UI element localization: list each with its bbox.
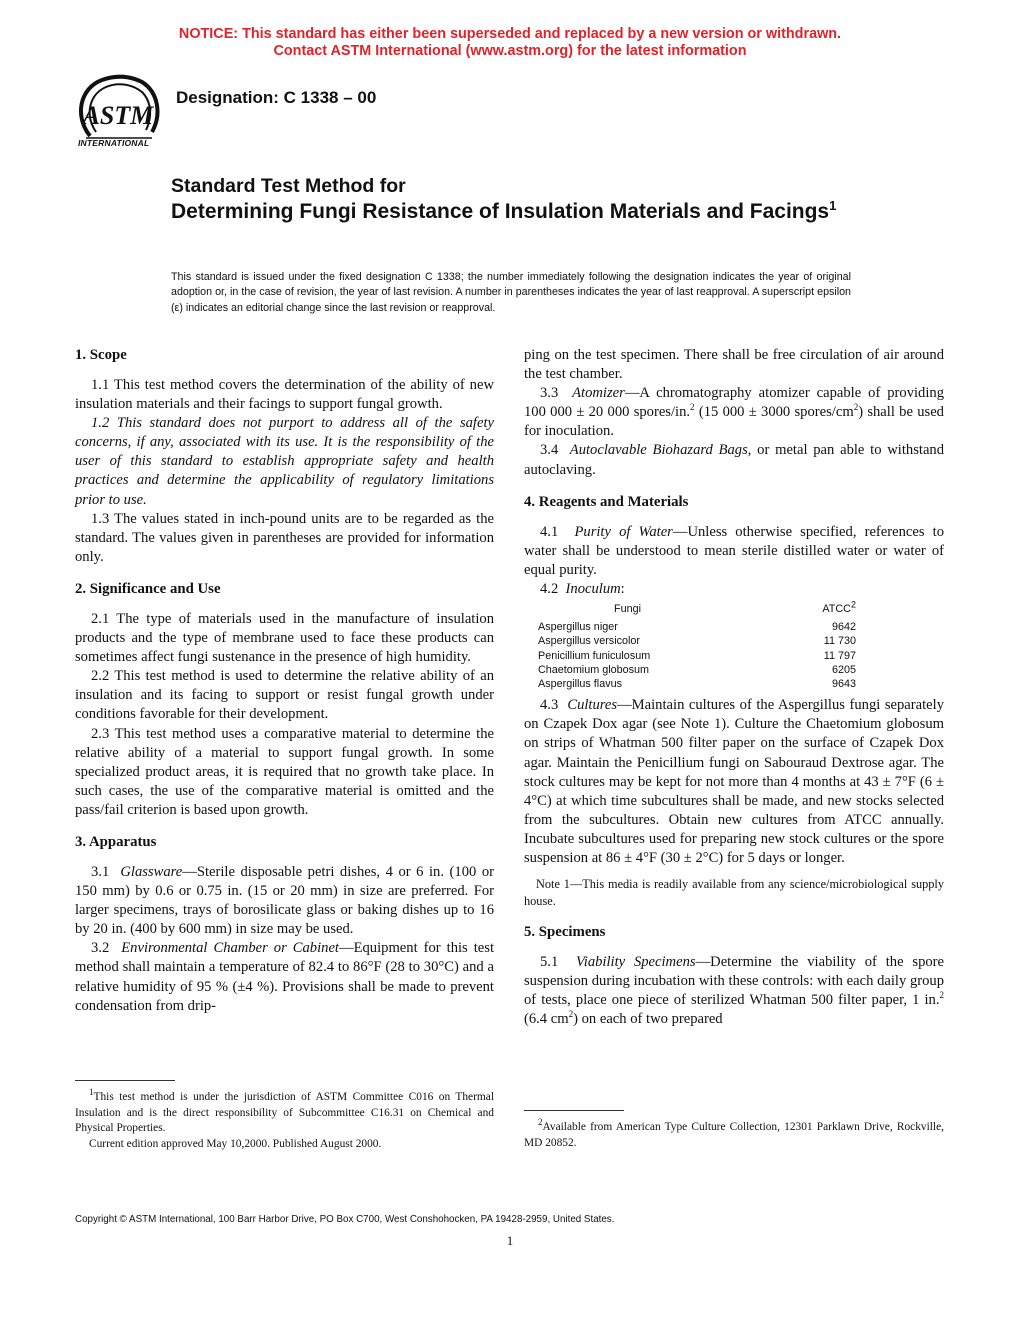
footnote-1-edition: Current edition approved May 10,2000. Published August 2000. xyxy=(89,1137,382,1150)
para-3-3: 3.3 Atomizer—A chromatography atomizer capable of providing 100 000 ± 20 000 spores/in.$^2$ (15 000 ± 3000 spores/$cm^2$) shall be used for inoculation. xyxy=(524,385,944,440)
table-row: Aspergillus flavus 9643 xyxy=(538,678,856,691)
para-3-4: 3.4 Autoclavable Biohazard Bags, or metal pan able to withstand autoclaving. xyxy=(524,442,945,478)
intro-paragraph: This standard is issued under the fixed designation C 1338; the number immediately following the designation indicates the year of original adoption or, in the case of revision, the year of last revision. A number in parentheses indicates the year of last reapproval. A superscript epsilon (ε) indicates an editorial change since the last revision or reapproval. xyxy=(171,271,851,314)
title-line-1: Standard Test Method for xyxy=(171,175,406,197)
left-column xyxy=(75,346,494,1016)
para-2-2: 2.2 This test method is used to determine the relative ability of an insulation and its facing to support or resist fungal growth under conditions favorable for their development. xyxy=(75,668,494,723)
para-3-2-cont: ping on the test specimen. There shall be free circulation of air around the test chamber. xyxy=(524,347,944,383)
footnote-1: $^1$This test method is under the jurisdiction of ASTM Committee C016 on Thermal Insulation and is the direct responsibility of Subcommittee C16.31 on Chemical and Physical Properties. Current edition approved May 10,2000. Published August 2000. xyxy=(75,1090,494,1152)
para-4-3: 4.3 Cultures—Maintain cultures of the Aspergillus fungi separately on Czapek Dox agar (see Note 1). Culture the Chaetomium globosum on strips of Whatman 500 filter paper on the surface of Czapek Dox agar. Maintain the Penicillium fungi on Sabouraud Dextrose agar. The stock cultures may be kept for not more than 4 months at 43 ± 7°F (6 ± 4°C) at which time subcultures shall be made, and new stocks selected from the subcultures. Obtain new cultures from ATCC annually. Incubate subcultures used for preparing new stock cultures or the spore suspension at 86 ± 4°F (30 ± 2°C) for 5 days or longer. xyxy=(524,697,944,866)
logo-caption: INTERNATIONAL xyxy=(78,138,150,148)
table-row: Aspergillus versicolor 11 730 xyxy=(538,635,856,648)
section-4-heading: 4. Reagents and Materials xyxy=(524,493,689,510)
logo-mark: ASTM xyxy=(82,101,154,130)
table-row: Aspergillus niger 9642 xyxy=(538,621,856,634)
para-4-1: 4.1 Purity of Water—Unless otherwise specified, references to water shall be understood to mean sterile distilled water or water of equal purity. xyxy=(524,523,945,578)
section-5-heading: 5. Specimens xyxy=(524,924,606,941)
para-2-3: 2.3 This test method uses a comparative material to determine the relative ability of a material to support fungal growth. In some specialized product areas, it is required that no growth take place. In such cases, the use of the comparative material is omitted and the pass/fail criterion is based upon growth. xyxy=(75,725,494,818)
section-3-heading: 3. Apparatus xyxy=(75,833,157,850)
table-header-atcc: ATCC$^2$ xyxy=(822,599,856,616)
footnote-rule-left xyxy=(75,1080,175,1081)
table-header-fungi: Fungi xyxy=(614,603,642,616)
note-1: Note 1—This media is readily available from any science/microbiological supply house. xyxy=(524,877,944,909)
para-3-2: 3.2 Environmental Chamber or Cabinet—Equipment for this test method shall maintain a temperature of 82.4 to 86°F (28 to 30°C) and a relative humidity of 95 % (±4 %). Provisions shall be made to prevent condensation from drip- xyxy=(75,940,494,1014)
section-2-heading: 2. Significance and Use xyxy=(75,580,221,597)
right-column xyxy=(524,346,944,1029)
designation: Designation: C 1338 – 00 xyxy=(176,88,377,107)
title-main: Determining Fungi Resistance of Insulation Materials and Facings xyxy=(171,200,830,223)
para-1-2: 1.2 This standard does not purport to address all of the safety concerns, if any, associated with its use. It is the responsibility of the user of this standard to establish appropriate safety and health practices and determine the applicability of regulatory limitations prior to use. xyxy=(75,415,494,508)
section-1-heading: 1. Scope xyxy=(75,347,127,363)
para-1-3: 1.3 The values stated in inch-pound units are to be regarded as the standard. The values given in parentheses are provided for information only. xyxy=(75,510,494,565)
table-header xyxy=(538,599,856,616)
para-4-2: 4.2 Inoculum: xyxy=(540,580,625,597)
table-row: Chaetomium globosum 6205 xyxy=(538,663,856,676)
title-footnote-ref: 1 xyxy=(829,198,837,213)
copyright: Copyright © ASTM International, 100 Barr Harbor Drive, PO Box C700, West Conshohocken, PA 19428-2959, United States. xyxy=(75,1214,615,1225)
notice-line-2: Contact ASTM International (www.astm.org) for the latest information xyxy=(273,43,747,59)
inoculum-table xyxy=(538,599,856,691)
para-2-1: 2.1 The type of materials used in the manufacture of insulation products and the type of membrane used to face these products can sometimes affect fungi sustenance in the presence of high humidity. xyxy=(75,610,494,666)
page-number: 1 xyxy=(506,1233,514,1248)
para-1-1: 1.1 This test method covers the determination of the ability of new insulation materials and their facings to support fungal growth. xyxy=(75,377,494,413)
para-5-1: 5.1 Viability Specimens—Determine the viability of the spore suspension during incubation with these controls: with each daily group of tests, place one piece of sterilized Whatman 500 filter paper, 1 in.$^2$ (6.4 $cm^2$) on each of two prepared xyxy=(524,954,945,1028)
para-3-1: 3.1 Glassware—Sterile disposable petri dishes, 4 or 6 in. (100 or 150 mm) by 0.6 or 0.75 in. (15 or 20 mm) in size are preferred. For larger specimens, trays of borosilicate glass or baking dishes up to 16 by 20 in. (400 by 600 mm) in size may be used. xyxy=(75,863,494,938)
notice-line-1: NOTICE: This standard has either been superseded and replaced by a new version or withdrawn. xyxy=(178,26,842,42)
superseded-notice xyxy=(0,26,1020,60)
table-row: Penicillium funiculosum 11 797 xyxy=(538,649,856,662)
title-line-2 xyxy=(171,199,871,225)
footnote-rule-right xyxy=(524,1110,624,1111)
footnote-2: $^2$Available from American Type Culture Collection, 12301 Parklawn Drive, Rockville, MD 20852. xyxy=(524,1117,944,1149)
